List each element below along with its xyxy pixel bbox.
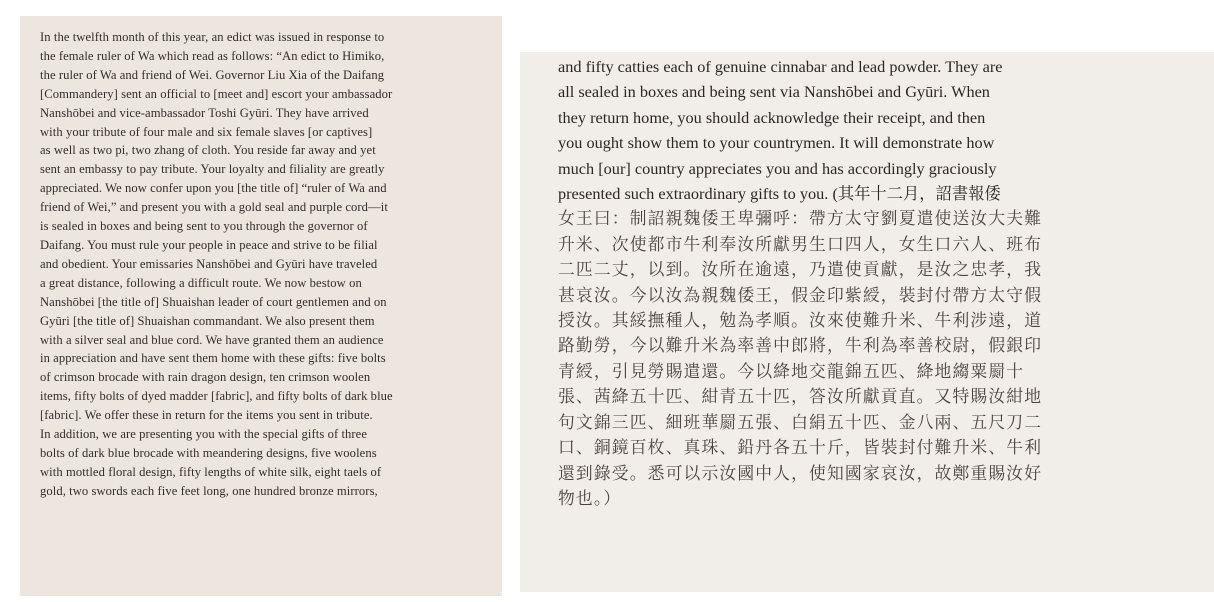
text-line: in appreciation and have sent them home with these gifts: five bolts <box>40 351 386 366</box>
text-line: the female ruler of Wa which read as follows: “An edict to Himiko, <box>40 48 385 63</box>
text-line: they return home, you should acknowledge their receipt, and then <box>558 107 986 127</box>
text-line-cjk: 授汝。其綏撫種人，勉為孝順。汝來使難升米、牛利涉遠，道 <box>558 310 1043 331</box>
text-line-cjk: 還到錄受。悉可以示汝國中人，使知國家哀汝，故鄭重賜汝好 <box>558 462 1043 483</box>
text-line: appreciated. We now confer upon you [the title of] “ruler of Wa and <box>40 181 387 196</box>
text-line: with mottled floral design, fifty lengths of white silk, eight taels of <box>40 464 382 479</box>
text-line: friend of Wei,” and present you with a gold seal and purple cord—it <box>40 200 388 215</box>
text-line: In the twelfth month of this year, an edict was issued in response to <box>40 30 385 44</box>
right-page-scan <box>520 52 1214 592</box>
text-line-cjk: 路勤勞，今以難升米為率善中郎將，牛利為率善校尉，假銀印 <box>558 335 1043 356</box>
text-line: presented such extraordinary gifts to you. (其年十二月，詔書報倭 <box>558 184 1001 204</box>
text-line: a great distance, following a difficult route. We now bestow on <box>40 275 362 290</box>
text-line: the ruler of Wa and friend of Wei. Governor Liu Xia of the Daifang <box>40 67 385 82</box>
text-line: of crimson brocade with rain dragon design, ten crimson woolen <box>40 370 371 385</box>
text-line: bolts of dark blue brocade with meandering designs, five woolens <box>40 445 377 460</box>
text-line: Daifang. You must rule your people in peace and strive to be filial <box>40 237 378 252</box>
left-page-text <box>40 28 488 501</box>
text-line: you ought show them to your countrymen. It will demonstrate how <box>558 133 995 153</box>
right-page-text <box>558 54 1214 511</box>
text-line: sent an embassy to pay tribute. Your loyalty and filiality are greatly <box>40 162 385 177</box>
text-line-cjk: 青綬，引見勞賜遣還。今以絳地交龍錦五匹、絳地縐粟罽十 <box>558 360 1025 381</box>
text-line: much [our] country appreciates you and has accordingly graciously <box>558 158 997 178</box>
text-line: with your tribute of four male and six female slaves [or captives] <box>40 124 373 139</box>
text-line: with a silver seal and blue cord. We have granted them an audience <box>40 332 384 347</box>
text-line: [Commandery] sent an official to [meet and] escort your ambassador <box>40 86 393 101</box>
text-line-cjk: 二匹二丈，以到。汝所在逾遠，乃遣使貢獻，是汝之忠孝，我 <box>558 259 1043 280</box>
text-line-cjk: 口、銅鏡百枚、真珠、鉛丹各五十斤，皆裝封付難升米、牛利 <box>558 437 1043 458</box>
left-page-scan <box>20 16 502 596</box>
text-line: items, fifty bolts of dyed madder [fabric], and fifty bolts of dark blue <box>40 389 393 404</box>
text-line: and fifty catties each of genuine cinnabar and lead powder. They are <box>558 57 1003 76</box>
text-line: In addition, we are presenting you with the special gifts of three <box>40 427 368 442</box>
text-line-cjk: 句文錦三匹、細班華罽五張、白絹五十匹、金八兩、五尺刀二 <box>558 411 1043 432</box>
text-line-cjk: 甚哀汝。今以汝為親魏倭王，假金印紫綬，裝封付帶方太守假 <box>558 284 1043 305</box>
text-line: as well as two pi, two zhang of cloth. You reside far away and yet <box>40 143 376 158</box>
text-line: all sealed in boxes and being sent via Nanshōbei and Gyūri. When <box>558 82 990 102</box>
text-line: Nanshōbei [the title of] Shuaishan leader of court gentlemen and on <box>40 294 387 309</box>
text-line: and obedient. Your emissaries Nanshōbei and Gyūri have traveled <box>40 256 378 271</box>
text-line: gold, two swords each five feet long, one hundred bronze mirrors, <box>40 483 378 498</box>
text-line: Gyūri [the title of] Shuaishan commandant. We also present them <box>40 313 375 328</box>
text-line-cjk: 物也。） <box>558 487 622 508</box>
text-line-cjk: 升米、次使都市牛利奉汝所獻男生口四人，女生口六人、班布 <box>558 233 1043 254</box>
text-line: [fabric]. We offer these in return for the items you sent in tribute. <box>40 408 373 423</box>
text-line-cjk: 女王曰：制詔親魏倭王卑彌呼：帶方太守劉夏遣使送汝大夫難 <box>558 208 1043 229</box>
text-line-cjk: 張、茜絳五十匹、紺青五十匹，答汝所獻貢直。又特賜汝紺地 <box>558 386 1043 407</box>
text-line: Nanshōbei and vice-ambassador Toshi Gyūri. They have arrived <box>40 105 369 120</box>
text-line: is sealed in boxes and being sent to you through the governor of <box>40 219 368 234</box>
